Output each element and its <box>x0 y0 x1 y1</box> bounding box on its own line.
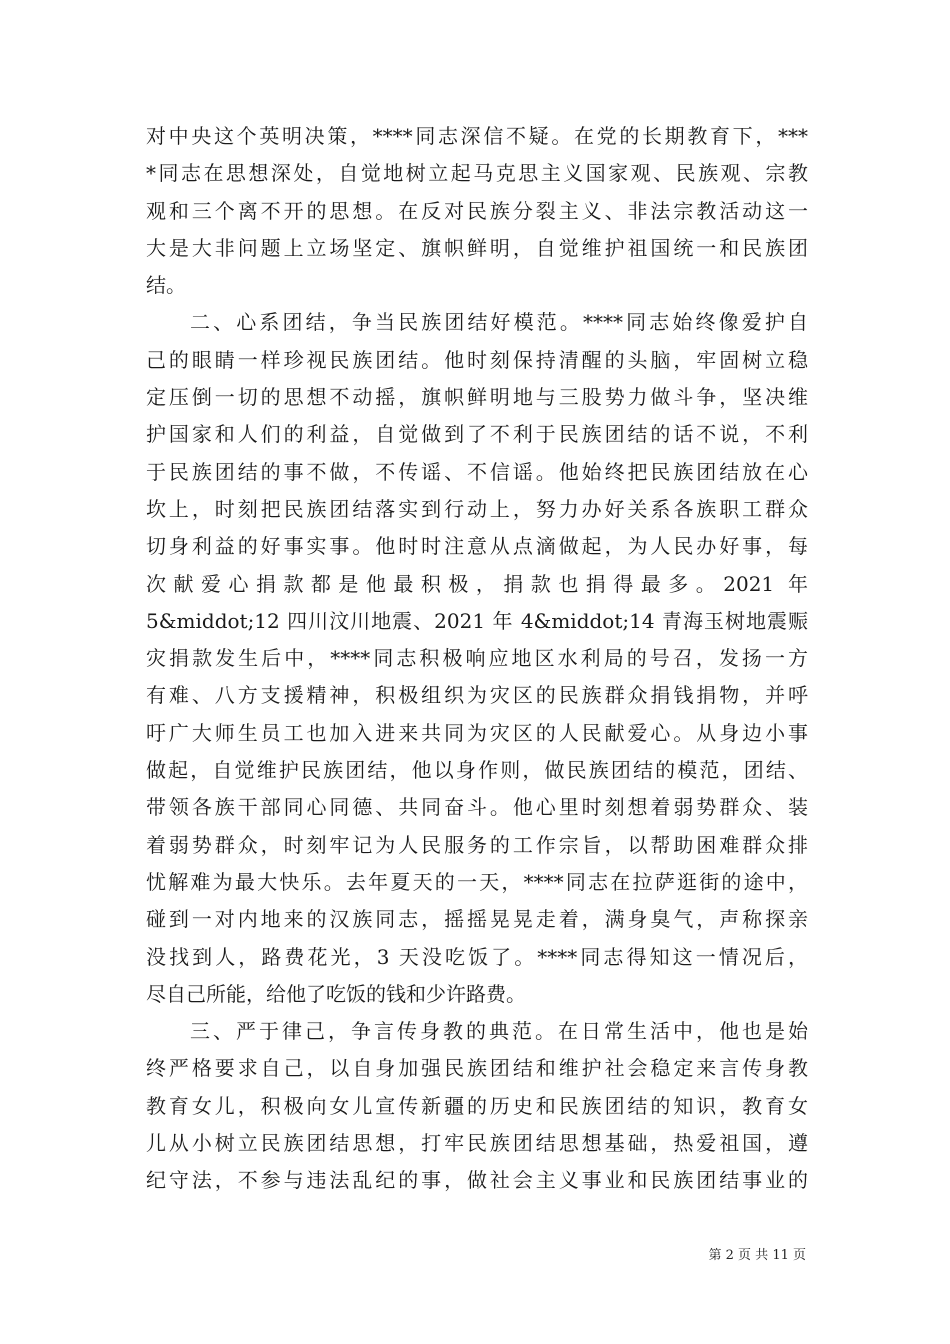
text-line: 大是大非问题上立场坚定、旗帜鲜明，自觉维护祖国统一和民族团 <box>146 235 808 260</box>
text-line: 灾捐款发生后中，****同志积极响应地区水利局的号召，发扬一方 <box>146 646 808 671</box>
text-line: 结。 <box>146 273 186 298</box>
text-line: 有难、八方支援精神，积极组织为灾区的民族群众捐钱捐物，并呼 <box>146 683 808 708</box>
text-line: 5&middot;12 四川汶川地震、2021 年 4&middot;14 青海玉树地震赈 <box>146 608 808 633</box>
paragraph-2 <box>146 304 808 1013</box>
text-line: 定压倒一切的思想不动摇，旗帜鲜明地与三股势力做斗争，坚决维 <box>146 385 808 410</box>
text-line: 于民族团结的事不做，不传谣、不信谣。他始终把民族团结放在心 <box>146 459 808 484</box>
text-line: 终严格要求自己，以自身加强民族团结和维护社会稳定来言传身教 <box>146 1056 808 1081</box>
text-line: 二、心系团结，争当民族团结好模范。****同志始终像爱护自 <box>190 310 808 335</box>
text-line: 忧解难为最大快乐。去年夏天的一天，****同志在拉萨逛街的途中， <box>146 869 808 894</box>
text-line: 做起，自觉维护民族团结，他以身作则，做民族团结的模范，团结、 <box>146 758 808 783</box>
text-line: 己的眼睛一样珍视民族团结。他时刻保持清醒的头脑，牢固树立稳 <box>146 347 808 372</box>
text-line: 坎上，时刻把民族团结落实到行动上，努力办好关系各族职工群众 <box>146 496 808 521</box>
text-line: 没找到人，路费花光，3 天没吃饭了。****同志得知这一情况后， <box>146 944 808 969</box>
text-line: 切身利益的好事实事。他时时注意从点滴做起，为人民办好事，每 <box>146 534 808 559</box>
body-text <box>146 118 808 1200</box>
paragraph-3 <box>146 1013 808 1199</box>
text-line: 吁广大师生员工也加入进来共同为灾区的人民献爱心。从身边小事 <box>146 720 808 745</box>
text-line: 三、严于律己，争言传身教的典范。在日常生活中，他也是始 <box>190 1019 808 1044</box>
text-line: 次献爱心捐款都是他最积极，捐款也捐得最多。2021 年 <box>146 571 808 596</box>
text-line: 碰到一对内地来的汉族同志，摇摇晃晃走着，满身臭气，声称探亲 <box>146 907 808 932</box>
text-line: 观和三个离不开的思想。在反对民族分裂主义、非法宗教活动这一 <box>146 198 808 223</box>
text-line: 儿从小树立民族团结思想，打牢民族团结思想基础，热爱祖国，遵 <box>146 1131 808 1156</box>
text-line: 带领各族干部同心同德、共同奋斗。他心里时刻想着弱势群众、装 <box>146 795 808 820</box>
text-line: 着弱势群众，时刻牢记为人民服务的工作宗旨，以帮助困难群众排 <box>146 832 808 857</box>
text-line: 尽自己所能，给他了吃饭的钱和少许路费。 <box>146 981 526 1006</box>
text-line: 教育女儿，积极向女儿宣传新疆的历史和民族团结的知识，教育女 <box>146 1093 808 1118</box>
text-line: 护国家和人们的利益，自觉做到了不利于民族团结的话不说，不利 <box>146 422 808 447</box>
paragraph-1 <box>146 118 808 304</box>
text-line: 纪守法，不参与违法乱纪的事，做社会主义事业和民族团结事业的 <box>146 1168 808 1193</box>
text-line: *同志在思想深处，自觉地树立起马克思主义国家观、民族观、宗教 <box>146 161 808 186</box>
text-line: 对中央这个英明决策，****同志深信不疑。在党的长期教育下，*** <box>146 124 808 148</box>
page-number: 第 2 页 共 11 页 <box>708 1248 806 1263</box>
